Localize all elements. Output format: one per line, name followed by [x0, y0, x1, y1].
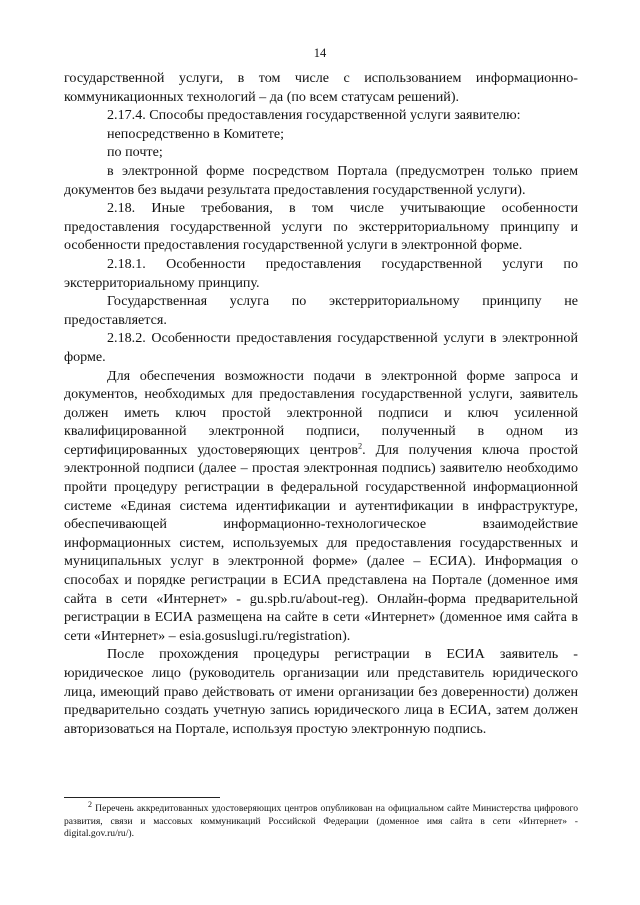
paragraph-text: Для обеспечения возможности подачи в электронной форме запроса и документов, необходимых для предоставления государственной услуги, заявитель должен иметь ключ простой электронной подписи и ключ усиленной квалифицированной электронной подписи, полученный в одном из сертифицированных удостоверяющих центров: [64, 367, 578, 458]
paragraph: 2.18. Иные требования, в том числе учитывающие особенности предоставления государственной услуги по экстерриториальному принципу и особенности предоставления государственной услуги в электронной форме.: [64, 200, 578, 254]
paragraph: 2.18.1. Особенности предоставления государственной услуги по экстерриториальному принципу.: [64, 255, 578, 291]
page-number: 14: [313, 46, 327, 60]
paragraph: по почте;: [107, 144, 163, 161]
footnote: [64, 799, 578, 841]
document-body: [64, 69, 578, 738]
paragraph: в электронной форме посредством Портала (предусмотрен только прием документов без выдачи результата предоставления государственной услуги).: [64, 162, 578, 198]
paragraph-esia-registration: [64, 367, 578, 646]
paragraph: После прохождения процедуры регистрации в ЕСИА заявитель - юридическое лицо (руководитель организации или представитель юридического лица, имеющий право действовать от имени организации без доверенности) должен предварительно создать учетную запись юридического лица в ЕСИА, затем должен авторизоваться на Портале, используя простую электронную подпись.: [64, 646, 578, 737]
footnote-text: Перечень аккредитованных удостоверяющих центров опубликован на официальном сайте Министерства цифрового развития, связи и массовых коммуникаций Российской Федерации (доменное имя сайта в сети «Интернет» - digital.gov.ru/ru/).: [64, 803, 578, 840]
paragraph-text: . Для получения ключа простой электронной подписи (далее – простая электронная подпись) заявителю необходимо пройти процедуру регистрации в федеральной государственной информационной системе «Единая система идентификации и аутентификации в инфраструктуре, обеспечивающей информационно-технологическое взаимодействие информационных систем, используемых для предоставления государственных и муниципальных услуг в электронной форме» (далее – ЕСИА). Информация о способах и порядке регистрации в ЕСИА представлена на Портале (доменное имя сайта в сети «Интернет» - gu.spb.ru/about-reg). Онлайн-форма предварительной регистрации в ЕСИА размещена на сайте в сети «Интернет» (доменное имя сайта в сети «Интернет» – esia.gosuslugi.ru/registration).: [64, 441, 578, 644]
paragraph: непосредственно в Комитете;: [107, 125, 285, 142]
paragraph: 2.18.2. Особенности предоставления государственной услуги в электронной форме.: [64, 330, 578, 365]
paragraph: государственной услуги, в том числе с использованием информационно-коммуникационных технологий – да (по всем статусам решений).: [64, 70, 578, 105]
paragraph: Государственная услуга по экстерриториальному принципу не предоставляется.: [64, 293, 578, 328]
footnote-reference: 2: [358, 441, 363, 451]
paragraph: 2.17.4. Способы предоставления государственной услуги заявителю:: [107, 107, 521, 124]
footnote-divider: [64, 797, 220, 798]
footnote-marker: 2: [88, 799, 92, 809]
